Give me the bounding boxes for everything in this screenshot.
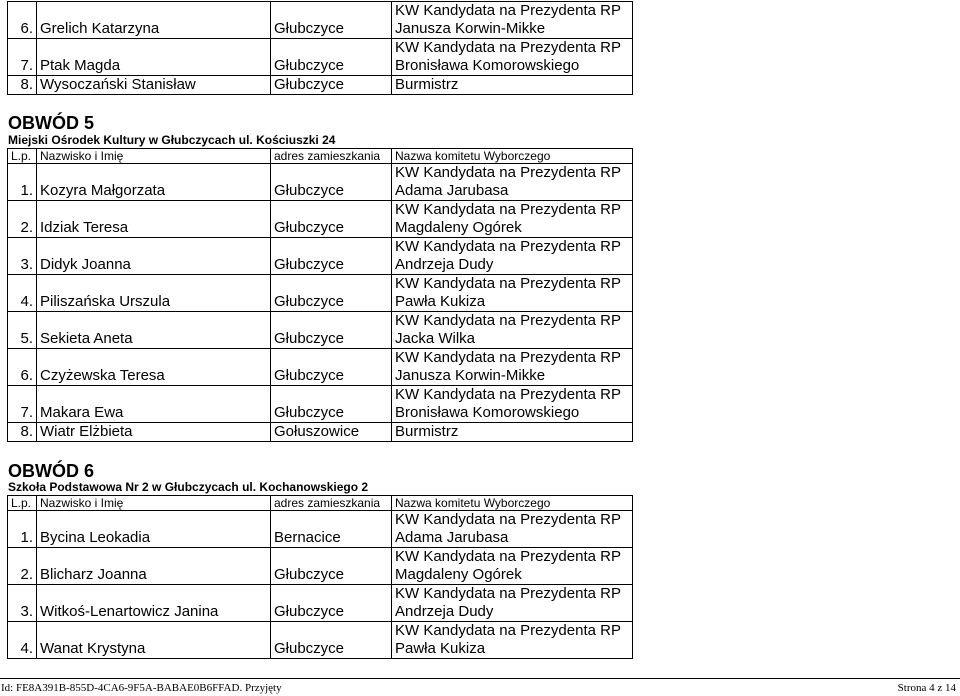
table-row xyxy=(8,164,633,201)
header-address: adres zamieszkania xyxy=(271,149,392,164)
table-row xyxy=(8,275,633,312)
header-lp: L.p. xyxy=(8,149,37,164)
row-address: Głubczyce xyxy=(271,585,392,622)
committee-line2: Andrzeja Dudy xyxy=(395,256,494,273)
row-lp: 1. xyxy=(8,511,37,548)
committee-line2: Bronisława Komorowskiego xyxy=(395,57,580,74)
row-address: Głubczyce xyxy=(271,164,392,201)
committee-line1: KW Kandydata na Prezydenta RP xyxy=(395,238,621,255)
row-committee: Burmistrz xyxy=(392,76,633,95)
committee-line1: KW Kandydata na Prezydenta RP xyxy=(395,349,621,366)
row-lp: 8. xyxy=(8,423,37,442)
table-row xyxy=(8,585,633,622)
table-row xyxy=(8,548,633,585)
row-address: Głubczyce xyxy=(271,349,392,386)
table-row xyxy=(8,2,633,39)
table-row xyxy=(8,238,633,275)
row-lp: 4. xyxy=(8,275,37,312)
committee-line2: Janusza Korwin-Mikke xyxy=(395,367,546,384)
document-id: Id: FE8A391B-855D-4CA6-9F5A-BABAE0B6FFAD. Przyjęty xyxy=(1,682,282,694)
row-name: Sekieta Aneta xyxy=(37,312,271,349)
row-lp: 3. xyxy=(8,238,37,275)
committee-line1: KW Kandydata na Prezydenta RP xyxy=(395,548,621,565)
table-row xyxy=(8,201,633,238)
row-address: Głubczyce xyxy=(271,548,392,585)
row-name: Makara Ewa xyxy=(37,386,271,423)
row-committee xyxy=(392,238,633,275)
row-committee xyxy=(392,2,633,39)
table-row xyxy=(8,511,633,548)
table-header-row xyxy=(8,496,633,511)
row-committee xyxy=(392,275,633,312)
row-address: Głubczyce xyxy=(271,2,392,39)
row-name: Piliszańska Urszula xyxy=(37,275,271,312)
row-address: Gołuszowice xyxy=(271,423,392,442)
row-name: Bycina Leokadia xyxy=(37,511,271,548)
committee-line1: KW Kandydata na Prezydenta RP xyxy=(395,511,621,528)
table-header-row xyxy=(8,149,633,164)
row-address: Głubczyce xyxy=(271,39,392,76)
obwod5-address: Miejski Ośrodek Kultury w Głubczycach ul. Kościuszki 24 xyxy=(8,133,336,147)
members-table-previous xyxy=(7,1,633,95)
header-committee: Nazwa komitetu Wyborczego xyxy=(392,149,633,164)
row-committee xyxy=(392,39,633,76)
row-lp: 6. xyxy=(8,2,37,39)
row-address: Głubczyce xyxy=(271,201,392,238)
committee-line1: KW Kandydata na Prezydenta RP xyxy=(395,275,621,292)
obwod6-address: Szkoła Podstawowa Nr 2 w Głubczycach ul. Kochanowskiego 2 xyxy=(8,480,369,494)
row-committee xyxy=(392,548,633,585)
table-row xyxy=(8,312,633,349)
header-committee: Nazwa komitetu Wyborczego xyxy=(392,496,633,511)
row-committee xyxy=(392,312,633,349)
row-name: Kozyra Małgorzata xyxy=(37,164,271,201)
row-committee xyxy=(392,622,633,659)
committee-line1: KW Kandydata na Prezydenta RP xyxy=(395,39,621,56)
row-name: Blicharz Joanna xyxy=(37,548,271,585)
committee-line2: Bronisława Komorowskiego xyxy=(395,404,580,421)
row-committee xyxy=(392,201,633,238)
committee-line1: KW Kandydata na Prezydenta RP xyxy=(395,2,621,19)
obwod6-title: OBWÓD 6 xyxy=(8,461,95,481)
committee-line2: Adama Jarubasa xyxy=(395,529,509,546)
table-row xyxy=(8,76,633,95)
row-lp: 1. xyxy=(8,164,37,201)
row-address: Głubczyce xyxy=(271,386,392,423)
row-lp: 7. xyxy=(8,386,37,423)
row-address: Głubczyce xyxy=(271,622,392,659)
row-name: Wysoczański Stanisław xyxy=(37,76,271,95)
row-lp: 2. xyxy=(8,201,37,238)
header-lp: L.p. xyxy=(8,496,37,511)
row-lp: 3. xyxy=(8,585,37,622)
committee-line2: Janusza Korwin-Mikke xyxy=(395,20,546,37)
committee-line2: Jacka Wilka xyxy=(395,330,476,347)
row-address: Głubczyce xyxy=(271,238,392,275)
table-row xyxy=(8,39,633,76)
row-address: Głubczyce xyxy=(271,76,392,95)
row-committee xyxy=(392,585,633,622)
row-address: Głubczyce xyxy=(271,312,392,349)
row-name: Didyk Joanna xyxy=(37,238,271,275)
table-row xyxy=(8,622,633,659)
row-committee: Burmistrz xyxy=(392,423,633,442)
row-lp: 5. xyxy=(8,312,37,349)
row-committee xyxy=(392,349,633,386)
row-name: Czyżewska Teresa xyxy=(37,349,271,386)
committee-line2: Magdaleny Ogórek xyxy=(395,566,522,583)
row-lp: 7. xyxy=(8,39,37,76)
row-name: Ptak Magda xyxy=(37,39,271,76)
row-address: Głubczyce xyxy=(271,275,392,312)
committee-line2: Magdaleny Ogórek xyxy=(395,219,522,236)
row-name: Idziak Teresa xyxy=(37,201,271,238)
table-row xyxy=(8,349,633,386)
committee-line2: Andrzeja Dudy xyxy=(395,603,494,620)
committee-line1: KW Kandydata na Prezydenta RP xyxy=(395,201,621,218)
header-address: adres zamieszkania xyxy=(271,496,392,511)
row-name: Wiatr Elżbieta xyxy=(37,423,271,442)
committee-line1: KW Kandydata na Prezydenta RP xyxy=(395,585,621,602)
committee-line1: KW Kandydata na Prezydenta RP xyxy=(395,164,621,181)
committee-line2: Adama Jarubasa xyxy=(395,182,509,199)
row-address: Bernacice xyxy=(271,511,392,548)
row-name: Grelich Katarzyna xyxy=(37,2,271,39)
page-number: Strona 4 z 14 xyxy=(897,682,956,694)
row-lp: 2. xyxy=(8,548,37,585)
members-table-obwod6 xyxy=(7,495,633,659)
row-committee xyxy=(392,386,633,423)
committee-line1: KW Kandydata na Prezydenta RP xyxy=(395,386,621,403)
committee-line1: KW Kandydata na Prezydenta RP xyxy=(395,622,621,639)
row-committee xyxy=(392,511,633,548)
footer-divider xyxy=(0,678,960,679)
obwod5-title: OBWÓD 5 xyxy=(8,113,95,133)
header-name: Nazwisko i Imię xyxy=(37,496,271,511)
row-committee xyxy=(392,164,633,201)
header-name: Nazwisko i Imię xyxy=(37,149,271,164)
committee-line2: Pawła Kukiza xyxy=(395,640,486,657)
row-lp: 4. xyxy=(8,622,37,659)
members-table-obwod5 xyxy=(7,148,633,442)
table-row xyxy=(8,423,633,442)
row-lp: 6. xyxy=(8,349,37,386)
row-name: Witkoś-Lenartowicz Janina xyxy=(37,585,271,622)
committee-line1: KW Kandydata na Prezydenta RP xyxy=(395,312,621,329)
committee-line2: Pawła Kukiza xyxy=(395,293,486,310)
row-name: Wanat Krystyna xyxy=(37,622,271,659)
row-lp: 8. xyxy=(8,76,37,95)
table-row xyxy=(8,386,633,423)
